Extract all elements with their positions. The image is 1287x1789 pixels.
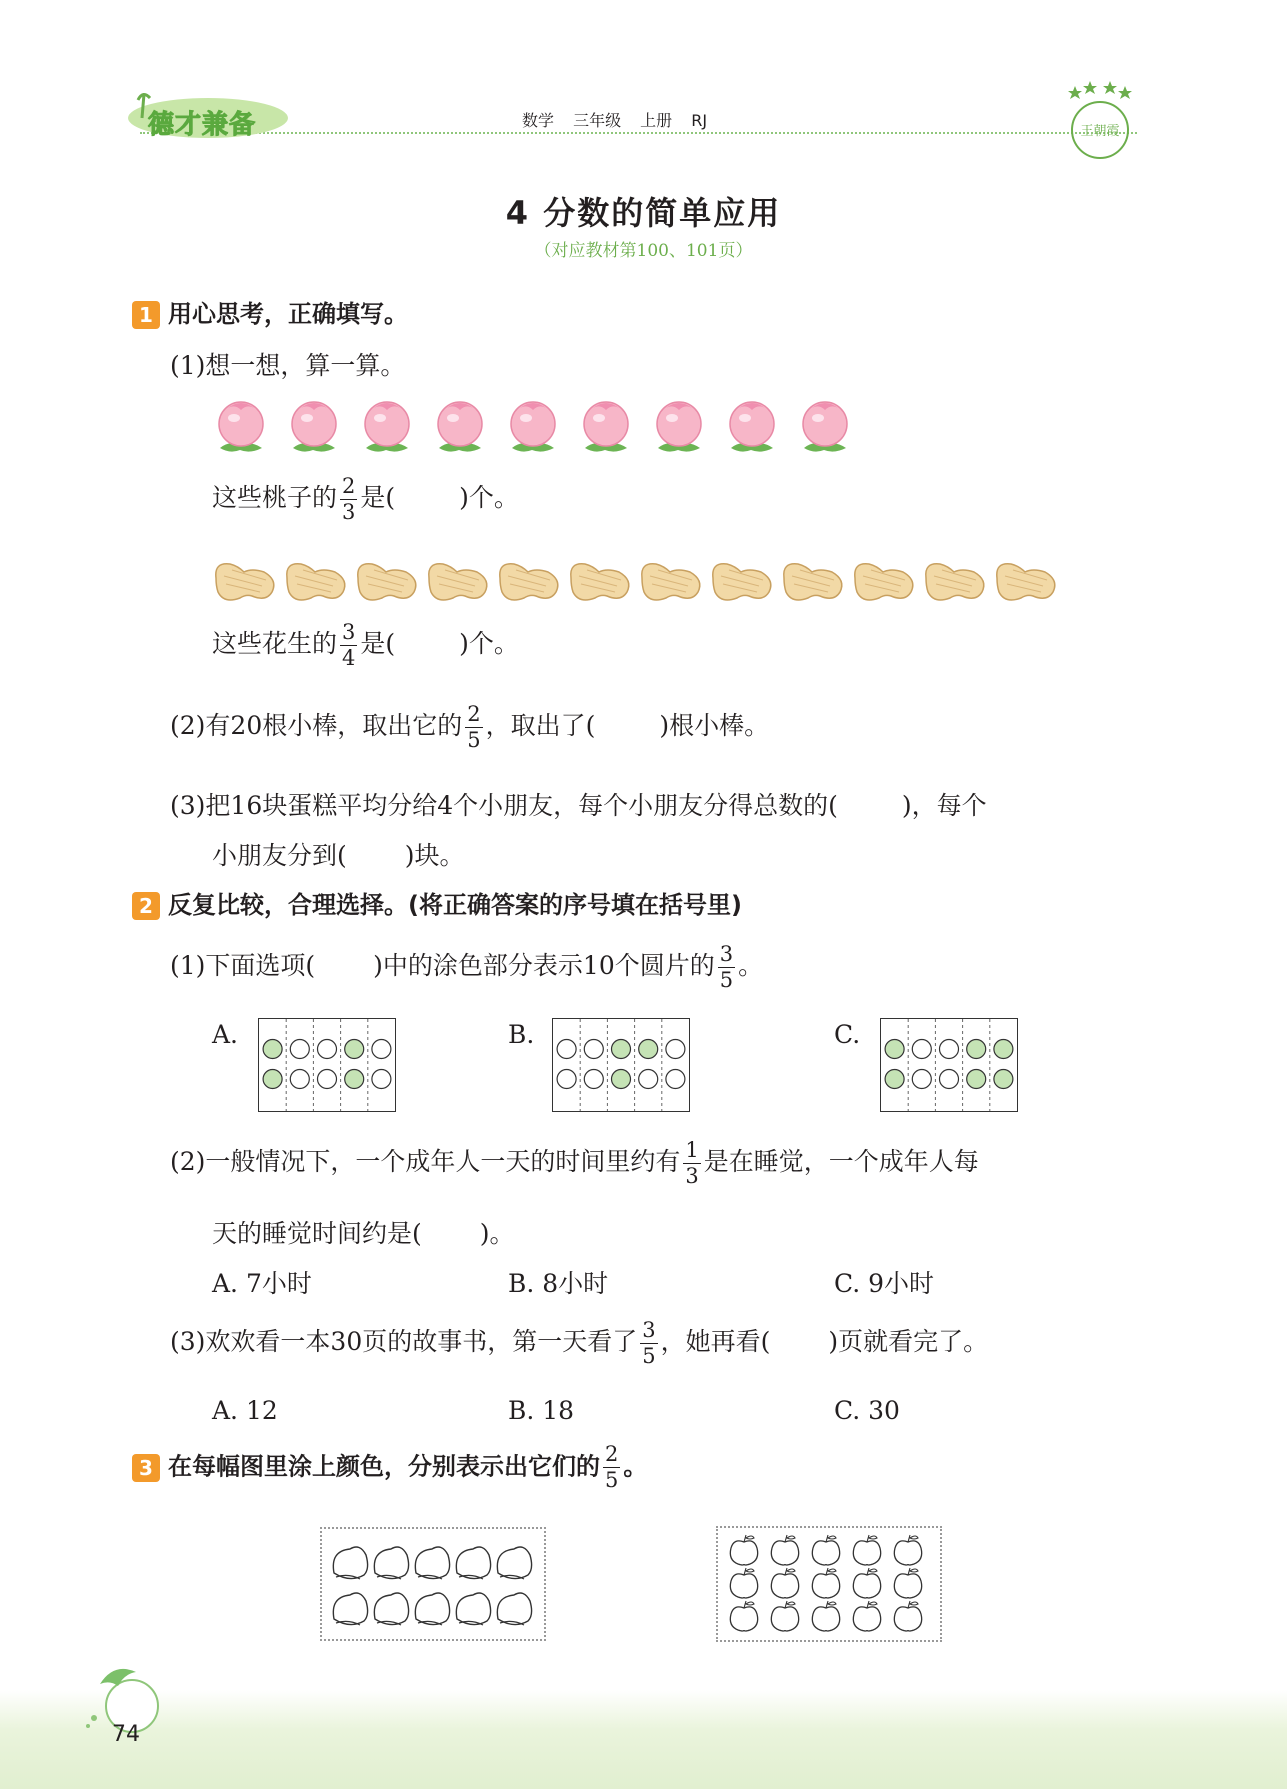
svg-text:王朝霞: 王朝霞 [1080,124,1120,139]
disc-icon [639,1040,658,1059]
disc-icon [885,1040,904,1059]
peach-icon [730,402,774,452]
section-3-title: 在每幅图里涂上颜色，分别表示出它们的 [168,1452,600,1481]
disc-icon [584,1040,603,1059]
peanut-icon [855,564,913,600]
section-2-title: 反复比较，合理选择。(将正确答案的序号填在括号里) [168,891,742,919]
disc-icon [345,1070,364,1089]
lesson-title: 4 分数的简单应用 [505,194,782,232]
s1-peach-question: 这些桃子的 $\frac{2}{3}$ 是( )个。 [212,474,519,524]
peach-icon [438,402,482,452]
disc-icon [290,1070,309,1089]
disc-icon [639,1070,658,1089]
disc-icon [318,1040,337,1059]
disc-icon [885,1070,904,1089]
peanut-icon [713,564,771,600]
brand-name: 德才兼备 [148,110,257,140]
s2-q2-line2: 天的睡觉时间约是( )。 [212,1219,515,1248]
disc-icon [318,1070,337,1089]
fraction: $\frac{3}{5}$ [719,942,734,992]
apple-outline-icon[interactable] [771,1568,798,1598]
disc-icon [912,1070,931,1089]
disc-icon [912,1040,931,1059]
disc-icon [967,1040,986,1059]
peach-icon [803,402,847,452]
peach-outline-icon[interactable] [456,1547,490,1579]
disc-icon [557,1040,576,1059]
section-3-heading: 3 在每幅图里涂上颜色，分别表示出它们的 $\frac{2}{5}$ 。 [132,1444,647,1491]
apple-outline-icon[interactable] [771,1601,798,1631]
fraction: $\frac{1}{3}$ [685,1138,699,1188]
s2-q2-option-b: B. 8小时 [508,1269,609,1298]
section-2-heading [132,885,742,920]
disc-icon [940,1070,959,1089]
option-a-circle-grid [258,1018,396,1112]
apple-outline-icon[interactable] [853,1568,880,1598]
peach-outline-icon[interactable] [374,1547,408,1579]
s2-q3-option-c: C. 30 [834,1396,900,1425]
fraction: $\frac{3}{4}$ [342,620,356,670]
apple-outline-icon[interactable] [894,1535,921,1565]
s2-q1-option-a-label: A. [212,1020,239,1049]
s2-q2-option-c: C. 9小时 [834,1269,935,1298]
peach-outline-icon[interactable] [415,1547,449,1579]
disc-icon [612,1040,631,1059]
apple-outline-icon[interactable] [730,1568,757,1598]
s1-peanut-question: 这些花生的 $\frac{3}{4}$ 是( )个。 [212,620,519,670]
s2-q1-option-b-label: B. [508,1020,535,1049]
s2-q3-option-b: B. 18 [508,1396,575,1425]
peach-icon [219,402,263,452]
s2-q1-option-c-label: C. [834,1020,861,1049]
peanut-icon [287,564,345,600]
peach-icon [292,402,336,452]
disc-icon [994,1070,1013,1089]
s2-q3-option-a: A. 12 [212,1396,278,1425]
disc-icon [967,1070,986,1089]
peanut-icon [642,564,700,600]
apple-outline-icon[interactable] [730,1535,757,1565]
disc-icon [994,1040,1013,1059]
disc-icon [372,1070,391,1089]
disc-icon [612,1070,631,1089]
peach-row [212,396,872,456]
s2-q1: (1)下面选项( )中的涂色部分表示10个圆片的 $\frac{3}{5}$ 。 [170,942,764,992]
peach-icon [365,402,409,452]
apple-outline-icon[interactable] [853,1535,880,1565]
fraction: $\frac{2}{5}$ [467,702,481,752]
apple-outline-icon[interactable] [812,1601,839,1631]
s2-q3: (3)欢欢看一本30页的故事书，第一天看了 $\frac{3}{5}$ ，她再看( )页就看完了。 [170,1318,989,1368]
peach-outline-icon[interactable] [497,1593,531,1625]
book-info: 数学 三年级 上册 RJ [522,111,708,130]
peach-icon [657,402,701,452]
peach-outline-icon[interactable] [497,1547,531,1579]
disc-icon [666,1070,685,1089]
fraction: $\frac{3}{5}$ [642,1318,656,1368]
peanut-icon [216,564,274,600]
section-2-badge: 2 [132,892,160,920]
s1-q1-label: (1)想一想，算一算。 [170,351,406,380]
peach-outline-icon[interactable] [456,1593,490,1625]
disc-icon [557,1070,576,1089]
peanut-icon [784,564,842,600]
fraction: $\frac{2}{3}$ [342,474,356,524]
peach-outline-icon[interactable] [374,1593,408,1625]
s1-q2: (2)有20根小棒，取出它的 $\frac{2}{5}$ ，取出了( )根小棒。 [170,702,770,752]
option-b-circle-grid [552,1018,690,1112]
author-seal-icon [1065,78,1135,168]
s1-q3-line1: (3)把16块蛋糕平均分给4个小朋友，每个小朋友分得总数的( )，每个 [170,791,987,820]
section-1-badge: 1 [132,301,160,329]
s2-q2-line1: (2)一般情况下，一个成年人一天的时间里约有 $\frac{1}{3}$ 是在睡觉，一个成年人每 [170,1138,979,1188]
peach-outline-icon[interactable] [415,1593,449,1625]
peanut-icon [429,564,487,600]
apple-coloring-box[interactable] [716,1526,942,1642]
disc-icon [940,1040,959,1059]
section-1-title: 用心思考，正确填写。 [168,300,408,328]
s2-q2-option-a: A. 7小时 [212,1269,312,1298]
peach-icon [584,402,628,452]
peanut-row [212,554,1072,606]
peach-icon [511,402,555,452]
option-c-circle-grid [880,1018,1018,1112]
peanut-icon [997,564,1055,600]
disc-icon [372,1040,391,1059]
disc-icon [345,1040,364,1059]
peanut-icon [571,564,629,600]
footer-band [0,1690,1287,1789]
peach-coloring-box[interactable] [320,1527,546,1641]
section-3-badge: 3 [132,1454,160,1482]
fraction: $\frac{2}{5}$ [605,1442,619,1492]
peach-outline-icon[interactable] [333,1593,367,1625]
disc-icon [263,1070,282,1089]
disc-icon [584,1070,603,1089]
peanut-icon [500,564,558,600]
apple-outline-icon[interactable] [771,1535,798,1565]
apple-outline-icon[interactable] [894,1568,921,1598]
apple-outline-icon[interactable] [853,1601,880,1631]
apple-outline-icon[interactable] [812,1568,839,1598]
peanut-icon [358,564,416,600]
apple-outline-icon[interactable] [894,1601,921,1631]
disc-icon [290,1040,309,1059]
s1-q3-line2: 小朋友分到( )块。 [212,841,465,870]
peanut-icon [926,564,984,600]
section-1-heading [132,294,408,329]
apple-outline-icon[interactable] [812,1535,839,1565]
apple-outline-icon[interactable] [730,1601,757,1631]
page-number: 74 [112,1722,140,1747]
disc-icon [666,1040,685,1059]
peach-outline-icon[interactable] [333,1547,367,1579]
textbook-reference: （对应教材第100、101页） [534,241,753,261]
disc-icon [263,1040,282,1059]
